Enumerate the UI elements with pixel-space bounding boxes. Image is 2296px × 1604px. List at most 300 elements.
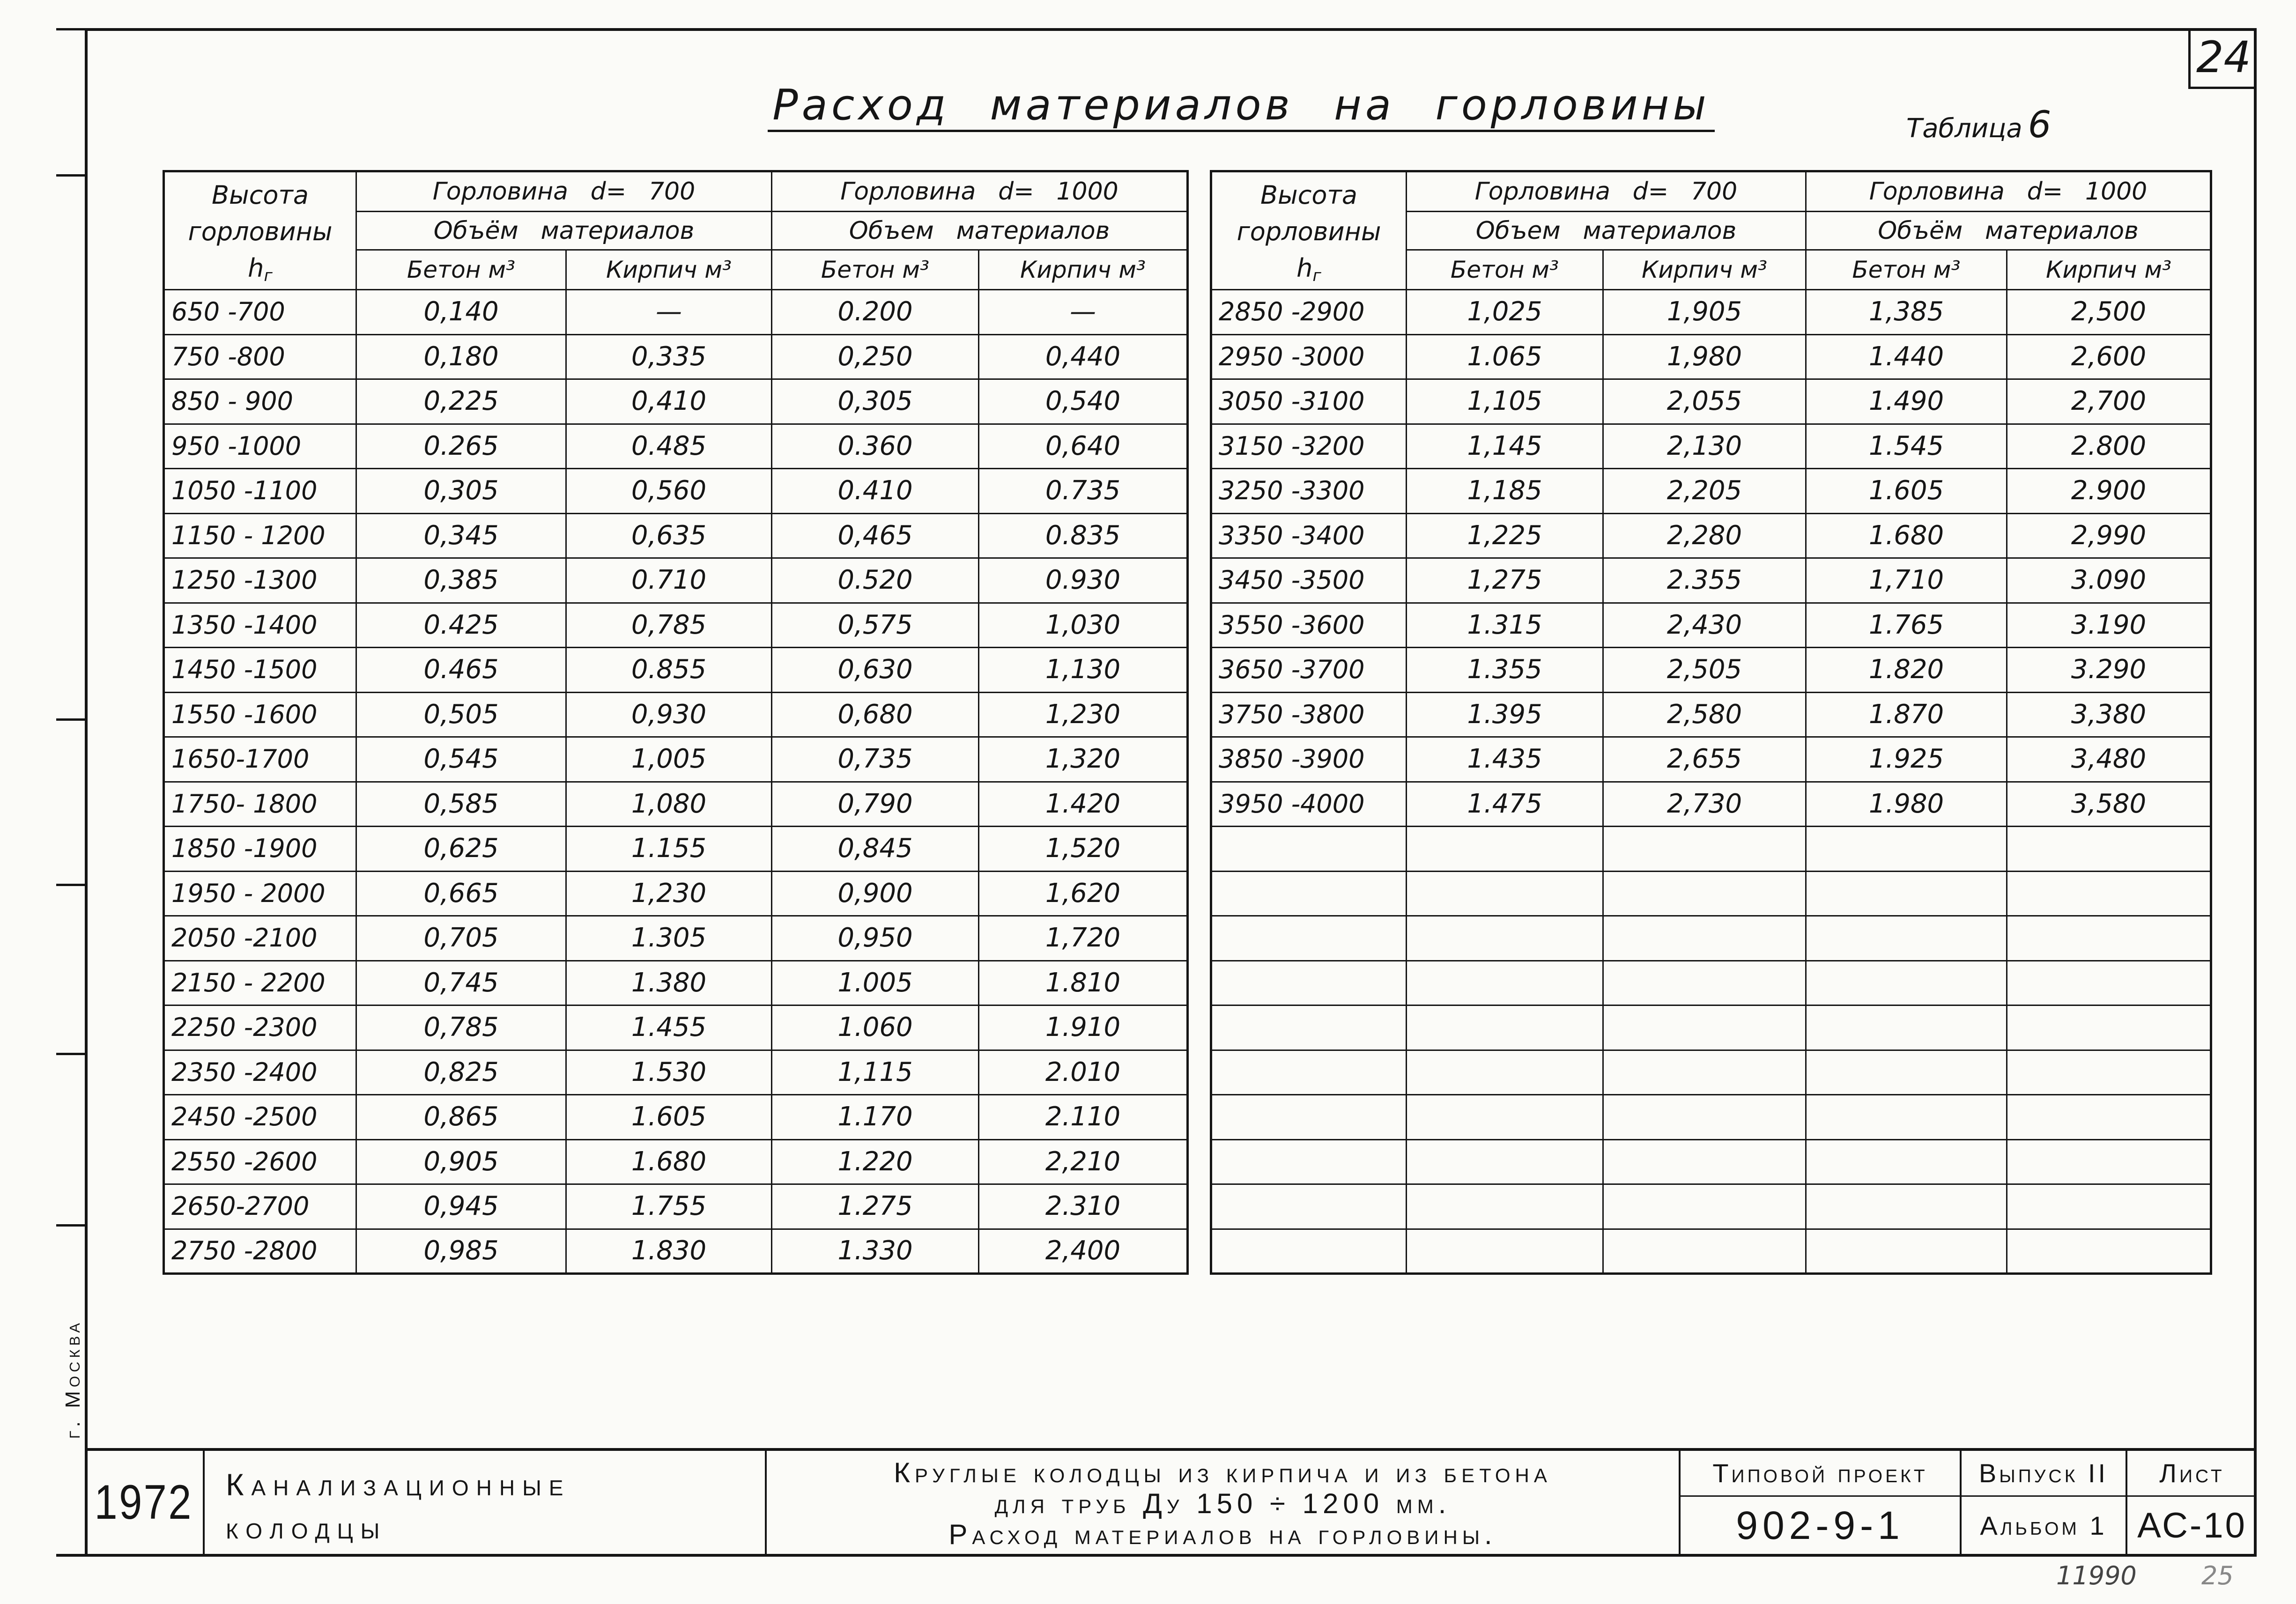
- brick-d700-cell: [1603, 1139, 1806, 1184]
- concrete-d1000-cell: 1.820: [1806, 648, 2007, 693]
- concrete-d700-cell: 1.355: [1407, 648, 1603, 693]
- brick-d700-cell: 1.680: [566, 1139, 772, 1184]
- height-range-cell: 3950 -4000: [1211, 782, 1407, 827]
- brick-d1000-cell: 0.835: [979, 513, 1188, 558]
- concrete-d700-cell: 0,305: [356, 469, 566, 514]
- brick-d700-cell: 1.380: [566, 961, 772, 1005]
- brick-d700-cell: 0.855: [566, 648, 772, 693]
- height-range-cell: [1211, 1050, 1407, 1095]
- height-symbol-sub: г: [264, 266, 273, 285]
- concrete-d700-cell: 0,505: [356, 692, 566, 737]
- brick-d1000-cell: 1,230: [979, 692, 1188, 737]
- brick-d700-cell: 2,580: [1603, 692, 1806, 737]
- height-header-line2: горловины: [188, 217, 333, 246]
- concrete-d1000-cell: 1.765: [1806, 603, 2007, 648]
- concrete-d1000-cell: [1806, 1184, 2007, 1229]
- concrete-d700-cell: 1.065: [1407, 334, 1603, 379]
- brick-d1000-cell: 2.110: [979, 1095, 1188, 1140]
- brick-d1000-cell: 2,600: [2007, 334, 2211, 379]
- table-row-empty: [1211, 1139, 2211, 1184]
- brick-d700-cell: [1603, 871, 1806, 916]
- table-label: [1906, 104, 2052, 146]
- height-range-cell: 2050 -2100: [164, 916, 356, 961]
- concrete-d700-cell: 0,585: [356, 782, 566, 827]
- concrete-d700-cell: 0,625: [356, 827, 566, 872]
- concrete-d1000-cell: [1806, 1139, 2007, 1184]
- table-row: [1211, 379, 2211, 424]
- table-row-empty: [1211, 1050, 2211, 1095]
- brick-d700-cell: [1603, 1095, 1806, 1140]
- height-range-cell: 750 -800: [164, 334, 356, 379]
- height-range-cell: 950 -1000: [164, 424, 356, 469]
- project-label: Типовой проект: [1681, 1451, 1960, 1497]
- concrete-d700-cell: 1,275: [1407, 558, 1603, 603]
- height-range-cell: 2350 -2400: [164, 1050, 356, 1095]
- name-line-2: колодцы: [226, 1510, 387, 1545]
- concrete-d700-cell: 0,180: [356, 334, 566, 379]
- table-row: [164, 1139, 1188, 1184]
- concrete-d1000-cell: [1806, 961, 2007, 1005]
- group-header-d700: Горловина d= 700: [356, 171, 772, 212]
- brick-d1000-cell: 0,440: [979, 334, 1188, 379]
- height-range-cell: 2750 -2800: [164, 1229, 356, 1274]
- table-row: [1211, 334, 2211, 379]
- concrete-d700-cell: 1.315: [1407, 603, 1603, 648]
- concrete-d1000-cell: 0,900: [772, 871, 979, 916]
- volume-header-d1000: Объём материалов: [1806, 212, 2211, 250]
- brick-d700-cell: 2,730: [1603, 782, 1806, 827]
- brick-d700-cell: 2,130: [1603, 424, 1806, 469]
- column-header-brick-d700: Кирпич м³: [566, 250, 772, 290]
- brick-d700-cell: 0,410: [566, 379, 772, 424]
- city-label: г. Москва: [61, 1319, 84, 1439]
- brick-d700-cell: 2,430: [1603, 603, 1806, 648]
- brick-d700-cell: [1603, 916, 1806, 961]
- height-range-cell: 1350 -1400: [164, 603, 356, 648]
- concrete-d1000-cell: [1806, 1050, 2007, 1095]
- concrete-d1000-cell: [1806, 871, 2007, 916]
- concrete-d1000-cell: 1.605: [1806, 469, 2007, 514]
- brick-d1000-cell: [2007, 1184, 2211, 1229]
- column-header-concrete-d700: Бетон м³: [1407, 250, 1603, 290]
- height-header-line1: Высота: [212, 180, 309, 210]
- brick-d1000-cell: 1.420: [979, 782, 1188, 827]
- concrete-d700-cell: 0,945: [356, 1184, 566, 1229]
- brick-d700-cell: 0,635: [566, 513, 772, 558]
- brick-d700-cell: 2,655: [1603, 737, 1806, 782]
- margin-tick: [56, 174, 86, 177]
- concrete-d700-cell: 0,705: [356, 916, 566, 961]
- volume-header-d1000: Объем материалов: [772, 212, 1188, 250]
- concrete-d700-cell: 0.465: [356, 648, 566, 693]
- table-row: [164, 961, 1188, 1005]
- concrete-d700-cell: [1407, 1229, 1603, 1274]
- project-cell: [1679, 1451, 1960, 1554]
- margin-tick: [56, 1224, 86, 1227]
- concrete-d700-cell: 1,185: [1407, 469, 1603, 514]
- brick-d1000-cell: 1,520: [979, 827, 1188, 872]
- brick-d1000-cell: 2.800: [2007, 424, 2211, 469]
- brick-d1000-cell: [2007, 1229, 2211, 1274]
- brick-d700-cell: 1.830: [566, 1229, 772, 1274]
- concrete-d700-cell: 1,025: [1407, 290, 1603, 335]
- height-symbol-main: h: [1296, 253, 1313, 283]
- concrete-d700-cell: 0,140: [356, 290, 566, 335]
- subject-line-2: для труб Ду 150 ÷ 1200 мм.: [994, 1488, 1451, 1519]
- height-range-cell: 2250 -2300: [164, 1005, 356, 1050]
- brick-d700-cell: 2,205: [1603, 469, 1806, 514]
- brick-d1000-cell: 3.190: [2007, 603, 2211, 648]
- brick-d700-cell: 1.755: [566, 1184, 772, 1229]
- concrete-d1000-cell: 0,845: [772, 827, 979, 872]
- concrete-d700-cell: 0,665: [356, 871, 566, 916]
- concrete-d700-cell: 0,225: [356, 379, 566, 424]
- brick-d700-cell: 1,230: [566, 871, 772, 916]
- group-header-d1000: Горловина d= 1000: [1806, 171, 2211, 212]
- brick-d700-cell: 1.605: [566, 1095, 772, 1140]
- table-row-empty: [1211, 1184, 2211, 1229]
- table-row: [164, 737, 1188, 782]
- concrete-d700-cell: 0,865: [356, 1095, 566, 1140]
- left-table-body: [164, 290, 1188, 1274]
- brick-d1000-cell: 0,540: [979, 379, 1188, 424]
- brick-d1000-cell: 2,500: [2007, 290, 2211, 335]
- sheet-cell: [2126, 1451, 2257, 1554]
- concrete-d1000-cell: 0,465: [772, 513, 979, 558]
- group-header-d1000: Горловина d= 1000: [772, 171, 1188, 212]
- brick-d1000-cell: 2,990: [2007, 513, 2211, 558]
- concrete-d700-cell: 0,385: [356, 558, 566, 603]
- brick-d700-cell: —: [566, 290, 772, 335]
- brick-d700-cell: [1603, 827, 1806, 872]
- brick-d1000-cell: 1,620: [979, 871, 1188, 916]
- table-row: [164, 424, 1188, 469]
- concrete-d700-cell: [1407, 827, 1603, 872]
- concrete-d700-cell: [1407, 961, 1603, 1005]
- height-range-cell: 1450 -1500: [164, 648, 356, 693]
- concrete-d1000-cell: 1.275: [772, 1184, 979, 1229]
- brick-d1000-cell: —: [979, 290, 1188, 335]
- concrete-d700-cell: [1407, 1095, 1603, 1140]
- concrete-d1000-cell: 0.520: [772, 558, 979, 603]
- table-row: [1211, 648, 2211, 693]
- table-row: [164, 334, 1188, 379]
- height-range-cell: 1750- 1800: [164, 782, 356, 827]
- concrete-d700-cell: 0,785: [356, 1005, 566, 1050]
- right-materials-table: [1210, 170, 2212, 1275]
- concrete-d700-cell: [1407, 1184, 1603, 1229]
- column-header-brick-d1000: Кирпич м³: [2007, 250, 2211, 290]
- sheet-title: Расход материалов на горловины: [768, 83, 1715, 132]
- height-symbol: [1216, 250, 1402, 287]
- column-header-brick-d700: Кирпич м³: [1603, 250, 1806, 290]
- concrete-d1000-cell: 0,950: [772, 916, 979, 961]
- sheet-title-wrap: [731, 83, 1752, 132]
- concrete-d700-cell: 0,905: [356, 1139, 566, 1184]
- table-row-empty: [1211, 961, 2211, 1005]
- height-range-cell: 1650-1700: [164, 737, 356, 782]
- table-row: [164, 1050, 1188, 1095]
- brick-d700-cell: [1603, 1005, 1806, 1050]
- table-label-word: Таблица: [1906, 113, 2022, 144]
- table-row: [164, 1184, 1188, 1229]
- brick-d700-cell: 2,055: [1603, 379, 1806, 424]
- table-row: [164, 379, 1188, 424]
- concrete-d1000-cell: 1.545: [1806, 424, 2007, 469]
- concrete-d1000-cell: 1.170: [772, 1095, 979, 1140]
- brick-d700-cell: 0,335: [566, 334, 772, 379]
- concrete-d1000-cell: 1.060: [772, 1005, 979, 1050]
- brick-d700-cell: 0.485: [566, 424, 772, 469]
- concrete-d700-cell: 1.435: [1407, 737, 1603, 782]
- table-row: [1211, 782, 2211, 827]
- concrete-d1000-cell: 1.680: [1806, 513, 2007, 558]
- concrete-d700-cell: 0,985: [356, 1229, 566, 1274]
- concrete-d700-cell: [1407, 1050, 1603, 1095]
- concrete-d1000-cell: [1806, 827, 2007, 872]
- name-line-1: Канализационные: [226, 1467, 571, 1502]
- table-row: [164, 1229, 1188, 1274]
- concrete-d1000-cell: [1806, 1229, 2007, 1274]
- brick-d1000-cell: [2007, 1005, 2211, 1050]
- brick-d1000-cell: [2007, 827, 2211, 872]
- brick-d1000-cell: [2007, 1095, 2211, 1140]
- table-label-number: 6: [2028, 104, 2052, 146]
- height-symbol-sub: г: [1312, 266, 1321, 285]
- brick-d1000-cell: 1,130: [979, 648, 1188, 693]
- column-header-brick-d1000: Кирпич м³: [979, 250, 1188, 290]
- brick-d700-cell: 0,930: [566, 692, 772, 737]
- brick-d1000-cell: 2,700: [2007, 379, 2211, 424]
- issue-label: Выпуск II: [1962, 1451, 2126, 1497]
- table-row: [1211, 513, 2211, 558]
- concrete-d700-cell: [1407, 1005, 1603, 1050]
- brick-d700-cell: [1603, 961, 1806, 1005]
- concrete-d700-cell: 0.425: [356, 603, 566, 648]
- height-range-cell: 1950 - 2000: [164, 871, 356, 916]
- issue-cell: [1960, 1451, 2126, 1554]
- concrete-d1000-cell: 1,710: [1806, 558, 2007, 603]
- concrete-d1000-cell: [1806, 1095, 2007, 1140]
- table-row: [1211, 558, 2211, 603]
- concrete-d1000-cell: 0,735: [772, 737, 979, 782]
- group-header-d700: Горловина d= 700: [1407, 171, 1806, 212]
- concrete-d700-cell: 0,745: [356, 961, 566, 1005]
- concrete-d700-cell: 0,825: [356, 1050, 566, 1095]
- table-row: [164, 648, 1188, 693]
- brick-d1000-cell: 2.310: [979, 1184, 1188, 1229]
- concrete-d700-cell: 1,105: [1407, 379, 1603, 424]
- table-row: [164, 290, 1188, 335]
- table-row: [1211, 692, 2211, 737]
- concrete-d1000-cell: 1.005: [772, 961, 979, 1005]
- concrete-d1000-cell: 1.490: [1806, 379, 2007, 424]
- height-range-cell: 3750 -3800: [1211, 692, 1407, 737]
- table-row: [164, 469, 1188, 514]
- height-range-cell: 3250 -3300: [1211, 469, 1407, 514]
- concrete-d1000-cell: 1.925: [1806, 737, 2007, 782]
- header-row: [1211, 171, 2211, 212]
- height-range-cell: 3150 -3200: [1211, 424, 1407, 469]
- table-row: [164, 1095, 1188, 1140]
- column-header-concrete-d1000: Бетон м³: [1806, 250, 2007, 290]
- frame-line-top: [85, 28, 2257, 31]
- concrete-d1000-cell: 0,575: [772, 603, 979, 648]
- brick-d700-cell: 1,005: [566, 737, 772, 782]
- table-row-empty: [1211, 916, 2211, 961]
- concrete-d1000-cell: 0.200: [772, 290, 979, 335]
- concrete-d700-cell: 1.475: [1407, 782, 1603, 827]
- brick-d1000-cell: [2007, 916, 2211, 961]
- concrete-d700-cell: [1407, 1139, 1603, 1184]
- height-range-cell: 2950 -3000: [1211, 334, 1407, 379]
- brick-d700-cell: [1603, 1050, 1806, 1095]
- brick-d1000-cell: 0.735: [979, 469, 1188, 514]
- concrete-d1000-cell: 1,115: [772, 1050, 979, 1095]
- subject-line-3: Расход материалов на горловины.: [948, 1519, 1497, 1550]
- concrete-d1000-cell: 0,680: [772, 692, 979, 737]
- height-header-line2: горловины: [1237, 217, 1381, 246]
- brick-d700-cell: 0,785: [566, 603, 772, 648]
- brick-d1000-cell: 2.010: [979, 1050, 1188, 1095]
- height-range-cell: [1211, 916, 1407, 961]
- height-range-cell: 1850 -1900: [164, 827, 356, 872]
- table-row: [1211, 737, 2211, 782]
- height-range-cell: [1211, 1139, 1407, 1184]
- concrete-d700-cell: 0,345: [356, 513, 566, 558]
- brick-d1000-cell: 1.910: [979, 1005, 1188, 1050]
- height-range-cell: 3650 -3700: [1211, 648, 1407, 693]
- concrete-d1000-cell: 1.440: [1806, 334, 2007, 379]
- archive-page-code: 25: [2201, 1561, 2234, 1590]
- concrete-d700-cell: [1407, 871, 1603, 916]
- table-row: [164, 513, 1188, 558]
- brick-d700-cell: 1.305: [566, 916, 772, 961]
- brick-d1000-cell: 0,640: [979, 424, 1188, 469]
- height-range-cell: 3450 -3500: [1211, 558, 1407, 603]
- page-number-box: [2188, 28, 2257, 89]
- title-block: [85, 1448, 2257, 1554]
- margin-tick: [56, 28, 86, 30]
- column-header-concrete-d1000: Бетон м³: [772, 250, 979, 290]
- brick-d700-cell: [1603, 1184, 1806, 1229]
- concrete-d1000-cell: 0,630: [772, 648, 979, 693]
- concrete-d1000-cell: [1806, 1005, 2007, 1050]
- height-range-cell: 850 - 900: [164, 379, 356, 424]
- height-range-cell: [1211, 961, 1407, 1005]
- height-range-cell: 3050 -3100: [1211, 379, 1407, 424]
- height-range-cell: 2550 -2600: [164, 1139, 356, 1184]
- concrete-d1000-cell: 0.410: [772, 469, 979, 514]
- height-range-cell: 2450 -2500: [164, 1095, 356, 1140]
- brick-d700-cell: 1.155: [566, 827, 772, 872]
- table-row-empty: [1211, 827, 2211, 872]
- brick-d1000-cell: [2007, 1050, 2211, 1095]
- table-row: [1211, 424, 2211, 469]
- height-symbol: [169, 250, 352, 287]
- table-row: [164, 692, 1188, 737]
- brick-d1000-cell: 1.810: [979, 961, 1188, 1005]
- margin-tick: [56, 884, 86, 886]
- volume-header-d700: Объем материалов: [1407, 212, 1806, 250]
- height-range-cell: 1550 -1600: [164, 692, 356, 737]
- height-range-cell: [1211, 1229, 1407, 1274]
- brick-d1000-cell: [2007, 961, 2211, 1005]
- margin-tick: [56, 1053, 86, 1055]
- brick-d1000-cell: 2,400: [979, 1229, 1188, 1274]
- height-header: [1211, 171, 1407, 290]
- brick-d1000-cell: 1,030: [979, 603, 1188, 648]
- column-header-concrete-d700: Бетон м³: [356, 250, 566, 290]
- concrete-d1000-cell: 0,790: [772, 782, 979, 827]
- frame-line-left: [85, 28, 88, 1557]
- year: 1972: [94, 1475, 193, 1530]
- height-symbol-main: h: [248, 253, 264, 283]
- concrete-d700-cell: [1407, 916, 1603, 961]
- table-row: [164, 1005, 1188, 1050]
- brick-d1000-cell: 3.090: [2007, 558, 2211, 603]
- brick-d700-cell: 0,560: [566, 469, 772, 514]
- table-row: [1211, 469, 2211, 514]
- height-range-cell: 2150 - 2200: [164, 961, 356, 1005]
- brick-d1000-cell: 3,580: [2007, 782, 2211, 827]
- brick-d700-cell: 1,080: [566, 782, 772, 827]
- volume-header-d700: Объём материалов: [356, 212, 772, 250]
- concrete-d700-cell: 1.395: [1407, 692, 1603, 737]
- right-table-body: [1211, 290, 2211, 1274]
- sheet-value: АС-10: [2137, 1505, 2247, 1545]
- height-range-cell: [1211, 827, 1407, 872]
- height-range-cell: 650 -700: [164, 290, 356, 335]
- brick-d1000-cell: [2007, 871, 2211, 916]
- brick-d1000-cell: [2007, 1139, 2211, 1184]
- brick-d1000-cell: 2.900: [2007, 469, 2211, 514]
- margin-tick: [56, 718, 86, 721]
- frame-line-bottom: [56, 1554, 2257, 1557]
- table-row: [164, 827, 1188, 872]
- project-value: 902-9-1: [1736, 1503, 1904, 1547]
- concrete-d700-cell: 0.265: [356, 424, 566, 469]
- brick-d700-cell: 2,505: [1603, 648, 1806, 693]
- height-range-cell: 1050 -1100: [164, 469, 356, 514]
- brick-d700-cell: 2,280: [1603, 513, 1806, 558]
- table-row-empty: [1211, 1229, 2211, 1274]
- brick-d700-cell: 1.530: [566, 1050, 772, 1095]
- table-row-empty: [1211, 1005, 2211, 1050]
- concrete-d700-cell: 1,225: [1407, 513, 1603, 558]
- table-row: [1211, 603, 2211, 648]
- table-row: [1211, 290, 2211, 335]
- brick-d1000-cell: 3,380: [2007, 692, 2211, 737]
- brick-d700-cell: 1,980: [1603, 334, 1806, 379]
- concrete-d1000-cell: 0,305: [772, 379, 979, 424]
- concrete-d1000-cell: 0,250: [772, 334, 979, 379]
- concrete-d1000-cell: 1.220: [772, 1139, 979, 1184]
- concrete-d1000-cell: [1806, 916, 2007, 961]
- subject-cell: [765, 1451, 1679, 1554]
- brick-d700-cell: 2.355: [1603, 558, 1806, 603]
- concrete-d700-cell: 0,545: [356, 737, 566, 782]
- height-range-cell: [1211, 1005, 1407, 1050]
- height-range-cell: [1211, 871, 1407, 916]
- archive-code: 11990: [2056, 1561, 2137, 1590]
- height-range-cell: 3350 -3400: [1211, 513, 1407, 558]
- brick-d1000-cell: 0.930: [979, 558, 1188, 603]
- brick-d1000-cell: 3.290: [2007, 648, 2211, 693]
- height-range-cell: 3850 -3900: [1211, 737, 1407, 782]
- name-cell: [203, 1451, 765, 1554]
- height-range-cell: 2850 -2900: [1211, 290, 1407, 335]
